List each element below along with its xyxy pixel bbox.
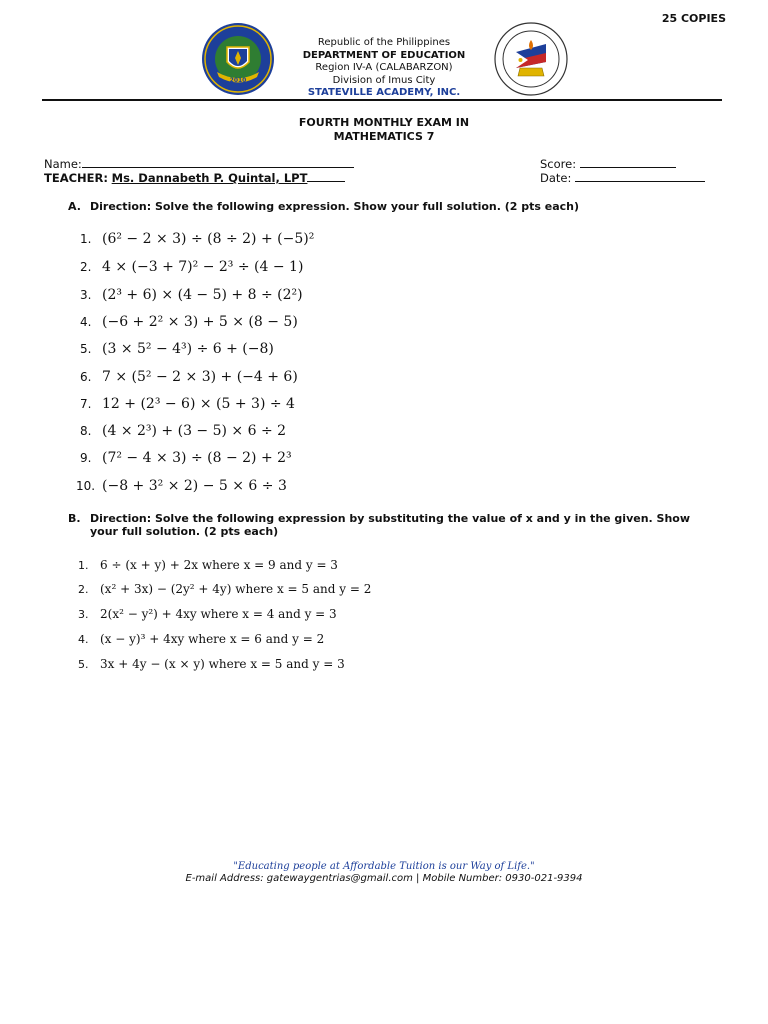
teacher-label: TEACHER: xyxy=(44,171,108,185)
copies-label: 25 COPIES xyxy=(661,12,726,25)
list-item: 1. (6² − 2 × 3) ÷ (8 ÷ 2) + (−5)² xyxy=(80,231,315,247)
date-field[interactable] xyxy=(540,171,705,185)
expression: (3 × 5² − 4³) ÷ 6 + (−8) xyxy=(102,341,274,357)
list-item: 2. 4 × (−3 + 7)² − 2³ ÷ (4 − 1) xyxy=(80,259,304,275)
expression: (x² + 3x) − (2y² + 4y) where x = 5 and y = 2 xyxy=(100,582,372,596)
score-blank[interactable] xyxy=(580,157,676,168)
list-item: 4. (−6 + 2² × 3) + 5 × (8 − 5) xyxy=(80,314,298,330)
expression: 7 × (5² − 2 × 3) + (−4 + 6) xyxy=(102,369,298,385)
seal-year: 2010 xyxy=(229,77,247,84)
date-label: Date: xyxy=(540,171,572,185)
letterhead xyxy=(280,37,488,100)
expression: (−6 + 2² × 3) + 5 × (8 − 5) xyxy=(102,314,298,330)
list-item: 9. (7² − 4 × 3) ÷ (8 − 2) + 2³ xyxy=(80,450,292,466)
list-item: 10. (−8 + 3² × 2) − 5 × 6 ÷ 3 xyxy=(76,478,287,494)
expression: 4 × (−3 + 7)² − 2³ ÷ (4 − 1) xyxy=(102,259,304,275)
school-seal-logo xyxy=(201,22,275,96)
teacher-row xyxy=(44,171,345,185)
exam-title xyxy=(0,116,768,144)
expression: (7² − 4 × 3) ÷ (8 − 2) + 2³ xyxy=(102,450,292,466)
section-a-letter: A. xyxy=(68,200,81,213)
header-rule xyxy=(42,99,722,101)
section-b-direction xyxy=(68,512,728,538)
section-b-letter: B. xyxy=(68,512,81,525)
section-a-text: Direction: Solve the following expression. Show your full solution. (2 pts each) xyxy=(90,200,580,213)
header-region: Region IV-A (CALABARZON) xyxy=(315,62,453,73)
teacher-blank xyxy=(307,171,345,182)
header-division: Division of Imus City xyxy=(332,74,436,86)
expression: 2(x² − y²) + 4xy where x = 4 and y = 3 xyxy=(100,607,337,621)
score-field[interactable] xyxy=(540,157,676,171)
footer-motto: "Educating people at Affordable Tuition is our Way of Life." xyxy=(233,861,535,872)
name-field[interactable] xyxy=(44,157,354,171)
header-republic: Republic of the Philippines xyxy=(317,37,451,48)
list-item: 6. 7 × (5² − 2 × 3) + (−4 + 6) xyxy=(80,369,298,385)
list-item: 5. (3 × 5² − 4³) ÷ 6 + (−8) xyxy=(80,341,274,357)
expression: 12 + (2³ − 6) × (5 + 3) ÷ 4 xyxy=(102,396,295,412)
score-label: Score: xyxy=(540,157,577,171)
expression: (6² − 2 × 3) ÷ (8 ÷ 2) + (−5)² xyxy=(102,231,315,247)
list-item: 3. (2³ + 6) × (4 − 5) + 8 ÷ (2²) xyxy=(80,287,303,303)
list-item: 4. (x − y)³ + 4xy where x = 6 and y = 2 xyxy=(78,632,325,646)
list-item: 2. (x² + 3x) − (2y² + 4y) where x = 5 and y = 2 xyxy=(78,582,372,596)
footer-contact: E-mail Address: gatewaygentrias@gmail.com | Mobile Number: 0930-021-9394 xyxy=(185,873,583,884)
list-item: 5. 3x + 4y − (x × y) where x = 5 and y = 3 xyxy=(78,657,345,671)
list-item: 1. 6 ÷ (x + y) + 2x where x = 9 and y = 3 xyxy=(78,558,338,572)
expression: (x − y)³ + 4xy where x = 6 and y = 2 xyxy=(100,632,325,646)
expression: (−8 + 3² × 2) − 5 × 6 ÷ 3 xyxy=(102,478,287,494)
date-blank[interactable] xyxy=(575,171,705,182)
teacher-name: Ms. Dannabeth P. Quintal, LPT xyxy=(111,171,308,185)
list-item: 7. 12 + (2³ − 6) × (5 + 3) ÷ 4 xyxy=(80,396,295,412)
list-item: 3. 2(x² − y²) + 4xy where x = 4 and y = 3 xyxy=(78,607,337,621)
expression: (4 × 2³) + (3 − 5) × 6 ÷ 2 xyxy=(102,423,287,439)
expression: (2³ + 6) × (4 − 5) + 8 ÷ (2²) xyxy=(102,287,303,303)
section-a-direction xyxy=(68,200,579,213)
name-label: Name: xyxy=(44,157,82,171)
name-blank[interactable] xyxy=(82,157,354,168)
section-b-text-line1: Direction: Solve the following expression by substituting the value of x and y in the given. Show xyxy=(90,512,691,525)
exam-title-line2: MATHEMATICS 7 xyxy=(333,130,435,143)
section-b-text-line2: your full solution. (2 pts each) xyxy=(90,525,279,538)
exam-title-line1: FOURTH MONTHLY EXAM IN xyxy=(298,116,470,129)
deped-seal-logo xyxy=(494,22,568,96)
expression: 6 ÷ (x + y) + 2x where x = 9 and y = 3 xyxy=(100,558,338,572)
header-school-name: STATEVILLE ACADEMY, INC. xyxy=(307,87,461,98)
expression: 3x + 4y − (x × y) where x = 5 and y = 3 xyxy=(100,657,345,671)
header-department: DEPARTMENT OF EDUCATION xyxy=(302,49,466,61)
list-item: 8. (4 × 2³) + (3 − 5) × 6 ÷ 2 xyxy=(80,423,287,439)
